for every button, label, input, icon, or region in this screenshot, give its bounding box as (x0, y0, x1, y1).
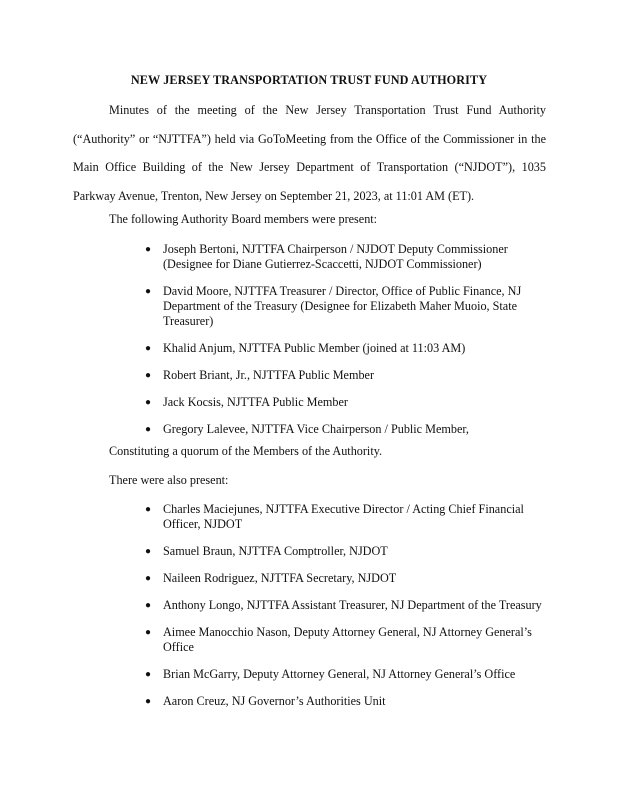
list-item-text: Khalid Anjum, NJTTFA Public Member (joined at 11:03 AM) (163, 341, 466, 355)
bullet-icon: ● (145, 397, 152, 408)
bullet-icon: ● (145, 343, 152, 354)
also-present-list (145, 502, 555, 721)
document-title: NEW JERSEY TRANSPORTATION TRUST FUND AUTHORITY (130, 73, 488, 87)
board-heading: The following Authority Board members were present: (109, 212, 378, 226)
intro-paragraph (73, 96, 546, 210)
list-item-text: Anthony Longo, NJTTFA Assistant Treasurer, NJ Department of the Treasury (163, 598, 542, 612)
bullet-icon: ● (145, 504, 152, 515)
list-item (145, 694, 555, 709)
list-item-text: Robert Briant, Jr., NJTTFA Public Member (163, 368, 375, 382)
list-item (145, 598, 555, 613)
bullet-icon: ● (145, 546, 152, 557)
quorum-statement: Constituting a quorum of the Members of the Authority. (109, 444, 383, 458)
list-item (145, 544, 555, 559)
list-item (145, 242, 555, 272)
bullet-icon: ● (145, 286, 152, 297)
list-item-text: Naileen Rodriguez, NJTTFA Secretary, NJDOT (163, 571, 397, 585)
list-item-text: Charles Maciejunes, NJTTFA Executive Director / Acting Chief Financial Officer, NJDOT (163, 502, 524, 531)
bullet-icon: ● (145, 669, 152, 680)
also-present-heading: There were also present: (109, 473, 229, 487)
list-item-text: Jack Kocsis, NJTTFA Public Member (163, 395, 348, 409)
bullet-icon: ● (145, 696, 152, 707)
list-item (145, 571, 555, 586)
bullet-icon: ● (145, 627, 152, 638)
intro-text: Minutes of the meeting of the New Jersey Transportation Trust Fund Authority (“Authority” or “NJTTFA”) held via GoToMeeting from the Office of the Commissioner in the Main Office Building of the New Jersey Department of Transportation (“NJDOT”), 1035 Parkway Avenue, Trenton, New Jersey on September 21, 2023, at 11:01 AM (ET). (73, 103, 546, 203)
bullet-icon: ● (145, 573, 152, 584)
list-item-text: David Moore, NJTTFA Treasurer / Director, Office of Public Finance, NJ Department of the Treasury (Designee for Elizabeth Maher Muoio, State Treasurer) (163, 284, 522, 328)
list-item (145, 341, 555, 356)
list-item (145, 284, 555, 329)
list-item (145, 667, 555, 682)
bullet-icon: ● (145, 244, 152, 255)
bullet-icon: ● (145, 424, 152, 435)
list-item (145, 395, 555, 410)
bullet-icon: ● (145, 600, 152, 611)
board-members-list (145, 242, 555, 449)
bullet-icon: ● (145, 370, 152, 381)
list-item-text: Aimee Manocchio Nason, Deputy Attorney General, NJ Attorney General’s Office (163, 625, 532, 654)
list-item (145, 422, 555, 437)
list-item-text: Brian McGarry, Deputy Attorney General, NJ Attorney General’s Office (163, 667, 516, 681)
list-item (145, 368, 555, 383)
list-item-text: Gregory Lalevee, NJTTFA Vice Chairperson / Public Member, (163, 422, 469, 436)
list-item-text: Aaron Creuz, NJ Governor’s Authorities Unit (163, 694, 386, 708)
list-item-text: Joseph Bertoni, NJTTFA Chairperson / NJDOT Deputy Commissioner (Designee for Diane Gutierrez-Scaccetti, NJDOT Commissioner) (163, 242, 508, 271)
list-item (145, 502, 555, 532)
list-item-text: Samuel Braun, NJTTFA Comptroller, NJDOT (163, 544, 388, 558)
list-item (145, 625, 555, 655)
